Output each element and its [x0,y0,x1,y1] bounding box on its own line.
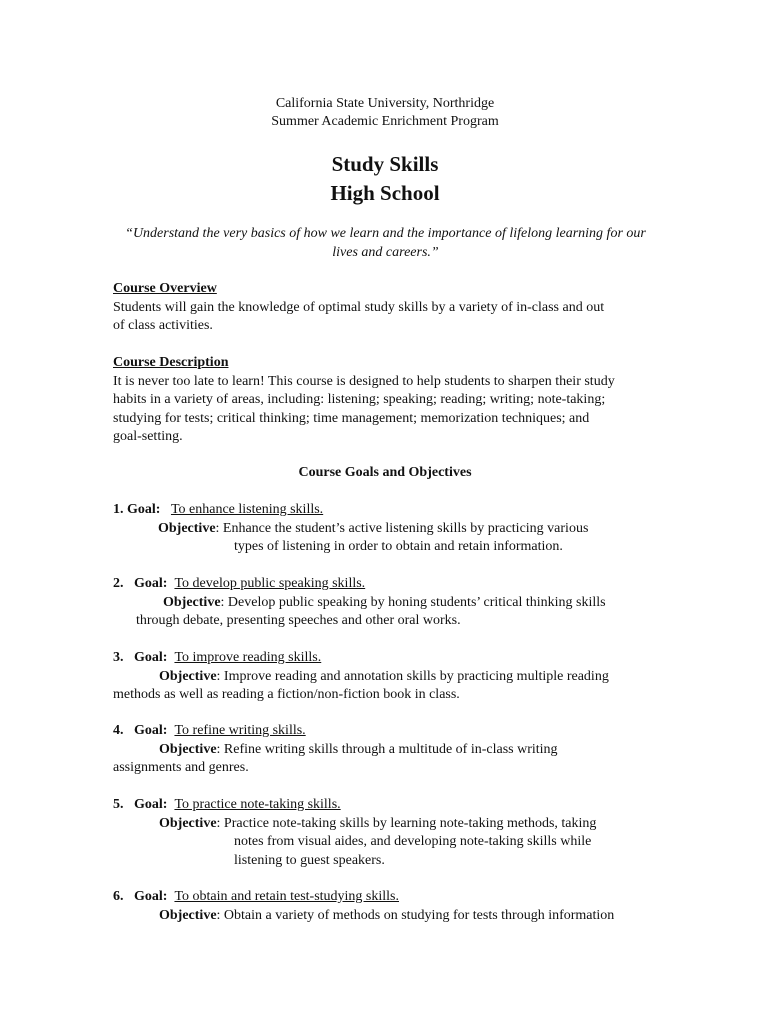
goal-number: 4. [113,723,124,738]
goal-text: To enhance listening skills. [170,502,324,517]
course-quote: “Understand the very basics of how we learn and the importance of lifelong learning for our lives and careers.” [125,226,646,260]
course-description-line-3: studying for tests; critical thinking; time management; memorization techniques; and [113,410,590,426]
objective-label: Objective [159,815,217,831]
objective-label: Objective [159,907,217,923]
course-description-line-4: goal-setting. [113,429,183,444]
objective-line [113,520,673,539]
university-name: California State University, Northridge [275,96,495,111]
goal-label: Goal: [134,723,168,738]
objective-text-1: : Refine writing skills through a multitude of in-class writing [216,741,558,757]
course-description-heading: Course Description [113,355,229,370]
objective-line [113,907,673,926]
goal-label: Goal: [134,797,168,812]
objective-continuation: notes from visual aides, and developing note-taking skills while [234,834,592,849]
objective-text-1: : Obtain a variety of methods on studying for tests through information [216,907,615,923]
objective-line [113,741,673,760]
course-overview-section [113,280,663,336]
program-name: Summer Academic Enrichment Program [271,114,499,129]
goal-item [113,796,673,870]
objective-continuation: listening to guest speakers. [234,852,385,868]
goal-label: Goal: [127,502,161,517]
objective-label: Objective [159,668,217,684]
objective-line [113,815,673,834]
objective-continuation: types of listening in order to obtain and retain information. [234,539,563,554]
course-description-line-2: habits in a variety of areas, including: listening; speaking; reading; writing; note-taking; [113,392,606,407]
objective-continuation: methods as well as reading a fiction/non-fiction book in class. [113,687,460,702]
goal-line [113,649,673,668]
objective-continuation: assignments and genres. [113,760,249,775]
goal-item [113,649,673,705]
document-header [0,95,770,131]
goal-label: Goal: [134,576,168,591]
course-description-line-1: It is never too late to learn! This course is designed to help students to sharpen their study [113,373,615,389]
course-overview-line-1: Students will gain the knowledge of optimal study skills by a variety of in-class and out [113,299,605,315]
course-overview-heading: Course Overview [113,281,217,296]
goals-objectives-heading: Course Goals and Objectives [298,465,472,480]
goal-text: To develop public speaking skills. [174,576,366,591]
goal-label: Goal: [134,889,168,904]
document-title [0,150,770,208]
objective-label: Objective [163,594,221,610]
course-overview-line-2: of class activities. [113,318,213,333]
goal-line [113,575,673,594]
goal-item [113,888,673,925]
goal-line [113,796,673,815]
goal-text: To obtain and retain test-studying skills. [174,889,399,904]
objective-text-1: : Enhance the student’s active listening skills by practicing various [215,520,589,536]
goal-number: 2. [113,576,124,591]
objective-label: Objective [159,741,217,757]
objective-label: Objective [158,520,216,536]
goal-number: 5. [113,797,124,812]
objective-continuation: through debate, presenting speeches and other oral works. [136,613,461,628]
goal-number: 6. [113,889,124,904]
goal-number: 3. [113,650,124,665]
goal-label: Goal: [134,650,168,665]
goal-line [113,888,673,907]
goal-text: To improve reading skills. [174,650,322,665]
course-description-section [113,354,663,447]
goal-item [113,501,673,557]
goal-line [113,501,673,520]
objective-line [113,594,673,613]
goal-number: 1. [113,502,124,517]
objective-line [113,668,673,687]
title-line-2: High School [330,181,440,205]
objective-text-1: : Improve reading and annotation skills by practicing multiple reading [216,668,609,684]
objective-text-1: : Develop public speaking by honing students’ critical thinking skills [220,594,606,610]
goal-item [113,722,673,778]
goal-item [113,575,673,631]
title-line-1: Study Skills [331,152,439,176]
goal-line [113,722,673,741]
objective-text-1: : Practice note-taking skills by learning note-taking methods, taking [216,815,597,831]
goal-text: To practice note-taking skills. [174,797,341,812]
goal-text: To refine writing skills. [174,723,306,738]
